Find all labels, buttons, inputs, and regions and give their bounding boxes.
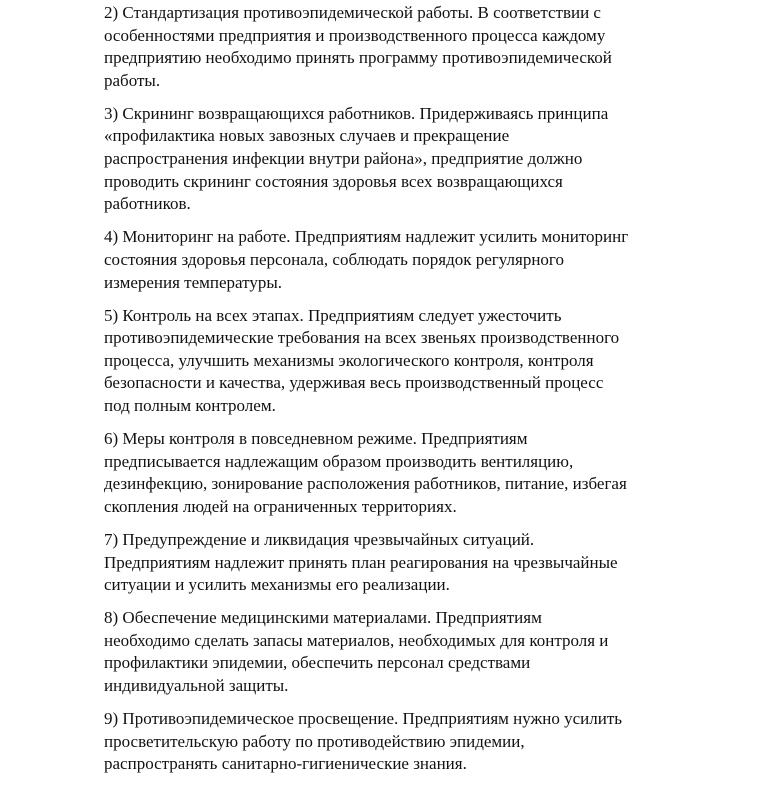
paragraph-education: 9) Противоэпидемическое просвещение. Предприятиям нужно усилить просветительскую работу по противодействию эпидемии, распространять санитарно-гигиенические знания. (104, 709, 623, 774)
paragraph-screening: 3) Скрининг возвращающихся работников. Придерживаясь принципа «профилактика новых завозных случаев и прекращение распространения инфекции внутри района», предприятие должно проводить скрининг состояния здоровья всех возвращающихся работников. (104, 103, 609, 214)
paragraph-monitoring: 4) Мониторинг на работе. Предприятиям надлежит усилить мониторинг состояния здоровья персонала, соблюдать порядок регулярного измерения температуры. (104, 227, 629, 292)
document-body (104, 2, 694, 786)
paragraph-medical-supplies: 8) Обеспечение медицинскими материалами. Предприятиям необходимо сделать запасы материалов, необходимых для контроля и профилактики эпидемии, обеспечить персонал средствами индивидуальной защиты. (104, 608, 609, 696)
paragraph-emergency: 7) Предупреждение и ликвидация чрезвычайных ситуаций. Предприятиям надлежит принять план реагирования на чрезвычайные ситуации и усилить механизмы его реализации. (104, 529, 618, 595)
paragraph-standardization: 2) Стандартизация противоэпидемической работы. В соответствии с особенностями предприятия и производственного процесса каждому предприятию необходимо принять программу противоэпидемической работы. (104, 3, 612, 90)
paragraph-control-all-stages: 5) Контроль на всех этапах. Предприятиям следует ужесточить противоэпидемические требования на всех звеньях производственного процесса, улучшить механизмы экологического контроля, контроля безопасности и качества, удерживая весь производственный процесс под полным контролем. (104, 305, 620, 415)
paragraph-daily-control: 6) Меры контроля в повседневном режиме. Предприятиям предписывается надлежащим образом производить вентиляцию, дезинфекцию, зонирование расположения работников, питание, избегая скопления людей на ограниченных территориях. (104, 429, 627, 516)
